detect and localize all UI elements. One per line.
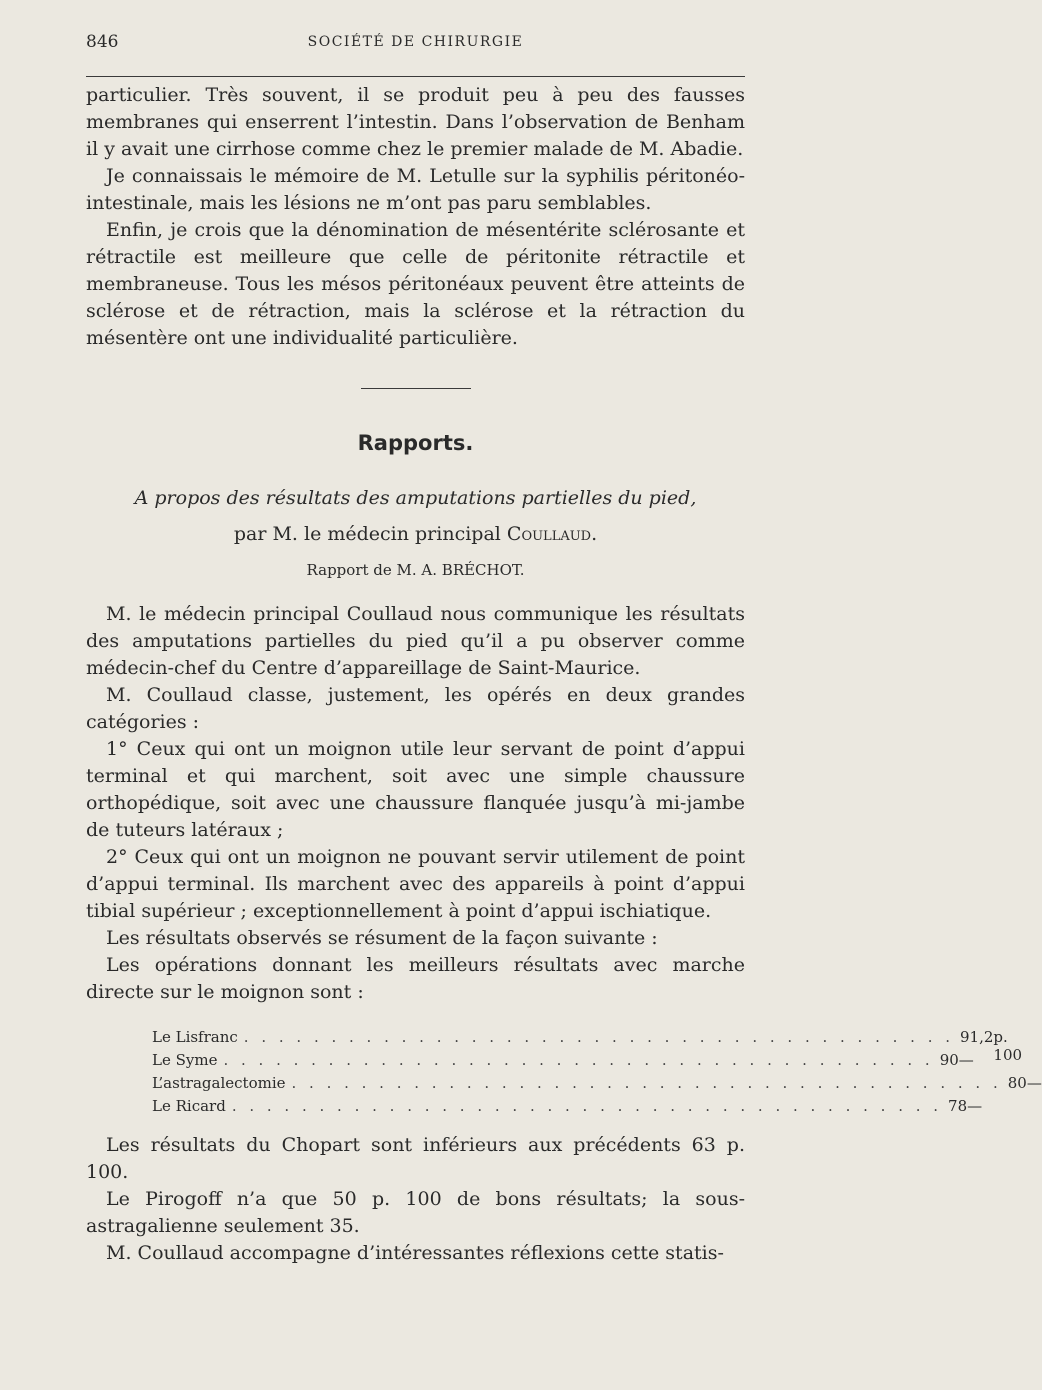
operation-name: Le Ricard	[152, 1097, 226, 1115]
leader-dots: . . . . . . . . . . . . . . . . . . . . . . . . . . . . . . . . . . . . . . . . .	[231, 1097, 943, 1115]
operation-result: 78	[948, 1097, 968, 1115]
result-unit: —	[1026, 1074, 1042, 1092]
paragraph: Les opérations donnant les meilleurs résultats avec marche directe sur le moignon sont :	[86, 954, 745, 1003]
table-row	[152, 1051, 974, 1074]
document-page	[0, 32, 1042, 1390]
paragraph: Le Pirogoff n’a que 50 p. 100 de bons résultats; la sous-astragalienne seulement 35.	[86, 1188, 745, 1237]
results-table	[152, 1028, 1042, 1120]
section-title: Rapports.	[357, 431, 474, 455]
leader-dots: . . . . . . . . . . . . . . . . . . . . . . . . . . . . . . . . . . . . . . . . .	[243, 1028, 955, 1046]
header-rule	[86, 76, 745, 77]
paragraph: M. Coullaud accompagne d’intéressantes réflexions cette statis-	[106, 1242, 724, 1264]
page-header	[86, 32, 745, 82]
operation-result: 90	[939, 1051, 959, 1069]
operation-name: Le Syme	[152, 1051, 218, 1069]
paragraph: 1° Ceux qui ont un moignon utile leur servant de point d’appui terminal et qui marchent, soit avec une simple chaussure orthopédique, soit avec une chaussure flanquée jusqu’à mi-jambe de tuteurs latéraux ;	[86, 738, 745, 841]
byline-prefix: par M. le médecin principal	[233, 523, 501, 545]
operation-name: L’astragalectomie	[152, 1074, 286, 1092]
paragraph: 2° Ceux qui ont un moignon ne pouvant servir utilement de point d’appui terminal. Ils marchent avec des appareils à point d’appui tibial supérieur ; exceptionnellement à point d’appui ischiatique.	[86, 846, 745, 922]
table-row	[152, 1074, 1042, 1097]
paragraph: M. Coullaud classe, justement, les opérés en deux grandes catégories :	[86, 684, 745, 733]
running-head: SOCIÉTÉ DE CHIRURGIE	[307, 34, 524, 50]
operation-result: 80	[1007, 1074, 1027, 1092]
result-unit: —	[967, 1097, 983, 1115]
paragraph: M. le médecin principal Coullaud nous communique les résultats des amputations partielles du pied qu’il a pu observer comme médecin-chef du Centre d’appareillage de Saint-Maurice.	[86, 603, 745, 679]
table-row	[152, 1097, 983, 1120]
leader-dots: . . . . . . . . . . . . . . . . . . . . . . . . . . . . . . . . . . . . . . . . .	[223, 1051, 934, 1069]
article-title: A propos des résultats des amputations partielles du pied,	[134, 487, 697, 509]
result-unit: p. 100	[993, 1028, 1023, 1064]
page-number: 846	[86, 32, 119, 52]
reporter-line: Rapport de M. A. BRÉCHOT.	[306, 561, 525, 579]
paragraph: Je connaissais le mémoire de M. Letulle sur la syphilis péritonéo-intestinale, mais les lésions ne m’ont pas paru semblables.	[86, 165, 745, 214]
paragraph: particulier. Très souvent, il se produit peu à peu des fausses membranes qui enserrent l’intestin. Dans l’observation de Benham il y avait une cirrhose comme chez le premier malade de M. Abadie.	[86, 84, 745, 160]
paragraph: Enfin, je crois que la dénomination de mésentérite sclérosante et rétractile est meilleure que celle de péritonite rétractile et membraneuse. Tous les mésos péritonéaux peuvent être atteints de sclérose et de rétraction, mais la sclérose et la rétraction du mésentère ont une individualité particulière.	[86, 219, 745, 349]
leader-dots: . . . . . . . . . . . . . . . . . . . . . . . . . . . . . . . . . . . . . . . . .	[291, 1074, 1002, 1092]
section-separator	[361, 388, 471, 389]
result-unit: —	[958, 1051, 974, 1069]
operation-name: Le Lisfranc	[152, 1028, 238, 1046]
byline-author: Coullaud.	[506, 523, 598, 545]
report-text	[86, 601, 745, 1006]
operation-result: 91,2	[960, 1028, 994, 1046]
paragraph: Les résultats du Chopart sont inférieurs aux précédents 63 p. 100.	[86, 1134, 745, 1183]
closing-text	[86, 1132, 745, 1267]
byline	[86, 523, 745, 545]
paragraph: Les résultats observés se résument de la façon suivante :	[106, 927, 658, 949]
opening-text	[86, 82, 745, 352]
